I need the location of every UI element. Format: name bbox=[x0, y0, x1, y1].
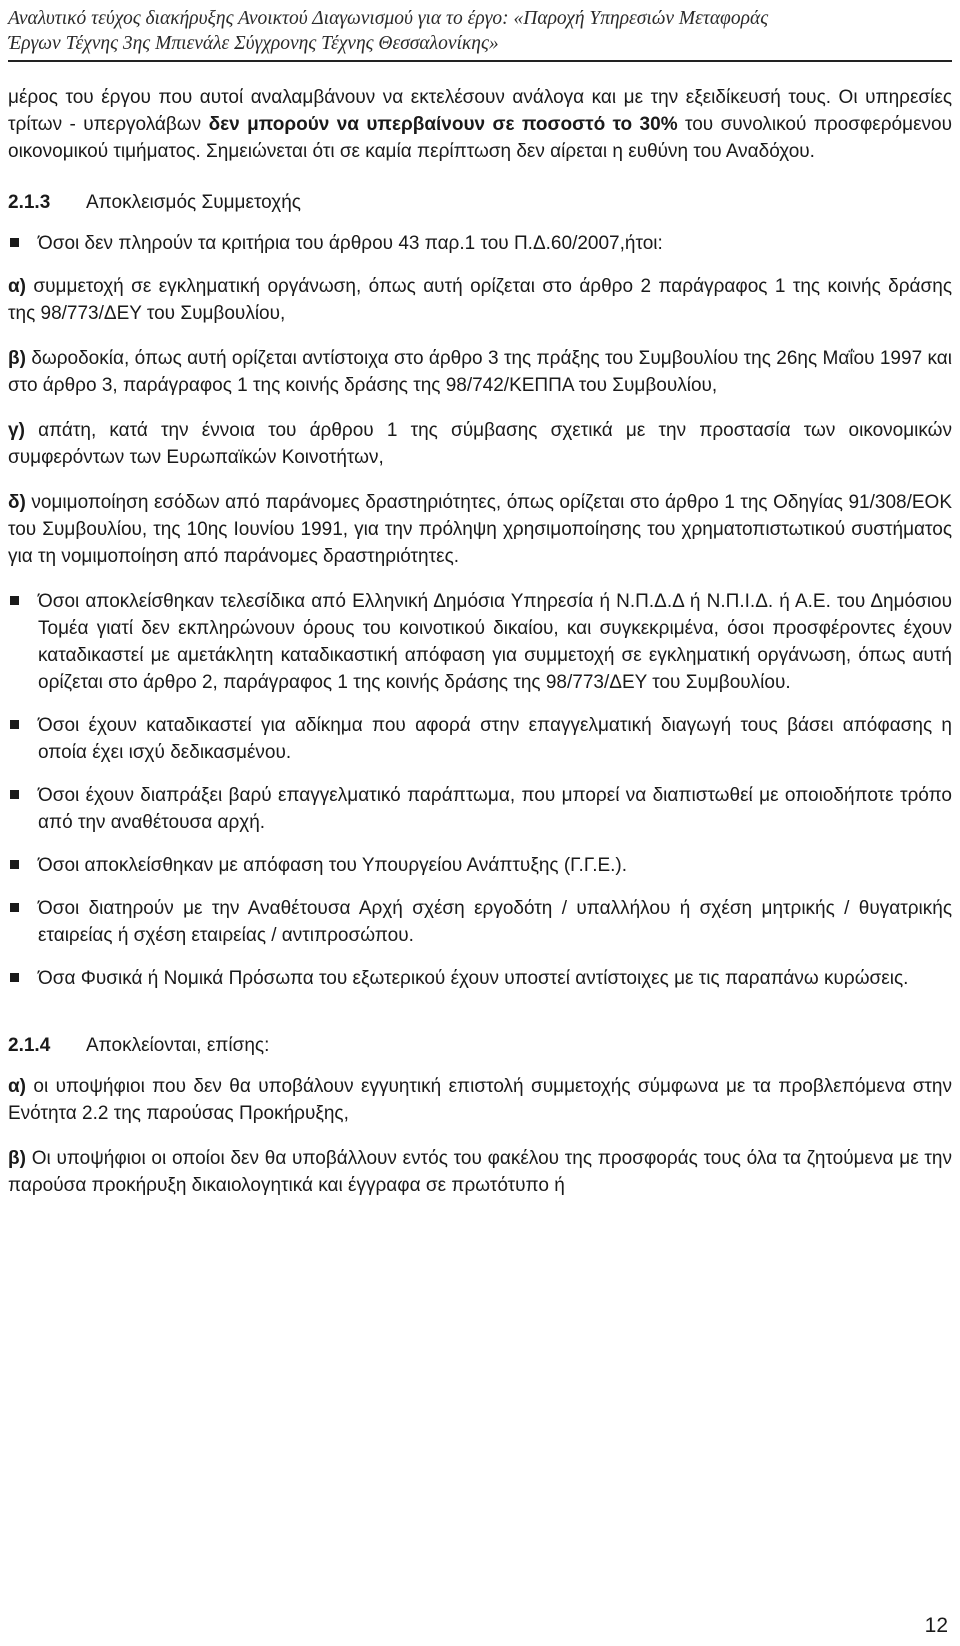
bullet-square-icon bbox=[10, 973, 19, 982]
item-label: δ) bbox=[8, 492, 26, 513]
intro-text-c: του συνολικού προσφερόμενου οικονομικού τιμήματος. Σημειώνεται ότι σε καμία περίπτωση δεν αίρεται η ευθύνη του Αναδόχου. bbox=[8, 114, 952, 162]
list-item-delta bbox=[8, 489, 952, 570]
item-text: οι υποψήφιοι που δεν θα υποβάλουν εγγυητική επιστολή συμμετοχής σύμφωνα με τα προβλεπόμενα στην Ενότητα 2.2 της παρούσας Προκήρυξης, bbox=[8, 1076, 952, 1124]
bullet-square-icon bbox=[10, 238, 19, 247]
bullet-item bbox=[8, 895, 952, 949]
section-heading-2-1-3 bbox=[8, 189, 952, 216]
bullet-square-icon bbox=[10, 903, 19, 912]
header-line-1: Αναλυτικό τεύχος διακήρυξης Ανοικτού Διαγωνισμού για το έργο: «Παροχή Υπηρεσιών Μεταφοράς bbox=[8, 8, 769, 29]
list-item-alpha bbox=[8, 273, 952, 327]
list-item-alpha bbox=[8, 1073, 952, 1127]
bullet-square-icon bbox=[10, 860, 19, 869]
intro-paragraph bbox=[8, 84, 952, 165]
bullet-item bbox=[8, 712, 952, 766]
document-body bbox=[8, 84, 952, 1217]
bullet-item bbox=[8, 230, 952, 257]
bullet-text: Όσοι αποκλείσθηκαν τελεσίδικα από Ελληνική Δημόσια Υπηρεσία ή Ν.Π.Δ.Δ ή Ν.Π.Ι.Δ. ή Α.Ε. του Δημόσιου Τομέα γιατί δεν εκπληρώνουν όρους του κοινοτικού δικαίου, και συγκεκριμένα, όσοι προσφέροντες έχουν καταδικαστεί με αμετάκλητη καταδικαστική απόφαση για συμμετοχή σε εγκληματική οργάνωση, όπως αυτή ορίζεται στο άρθρο 2, παράγραφος 1 της κοινής δράσης της 98/773/ΔΕΥ του Συμβουλίου. bbox=[38, 591, 952, 693]
header-rule bbox=[8, 60, 952, 62]
item-label: α) bbox=[8, 276, 27, 297]
item-label: β) bbox=[8, 1148, 26, 1169]
intro-text-bold: δεν μπορούν να υπερβαίνουν σε ποσοστό το 30% bbox=[208, 114, 678, 135]
bullet-square-icon bbox=[10, 790, 19, 799]
intro-text-a: μέρος του έργου που αυτοί αναλαμβάνουν να εκτελέσουν ανάλογα και με την εξειδίκευσή τους. Οι υπηρεσίες τρίτων - υπεργολάβων bbox=[8, 87, 952, 135]
header-line-2: Έργων Τέχνης 3ης Μπιενάλε Σύγχρονης Τέχνης Θεσσαλονίκης» bbox=[8, 33, 499, 54]
document-header bbox=[8, 6, 952, 56]
list-item-beta bbox=[8, 345, 952, 399]
bullet-item bbox=[8, 852, 952, 879]
item-text: νομιμοποίηση εσόδων από παράνομες δραστηριότητες, όπως ορίζεται στο άρθρο 1 της Οδηγίας 91/308/ΕΟΚ του Συμβουλίου, της 10ης Ιουνίου 1991, για την πρόληψη χρησιμοποίησης του χρηματοπιστωτικού συστήματος για τη νομιμοποίηση από παράνομες δραστηριότητες. bbox=[8, 492, 952, 567]
bullet-item bbox=[8, 782, 952, 836]
bullet-item bbox=[8, 965, 952, 992]
item-text: Οι υποψήφιοι οι οποίοι δεν θα υποβάλλουν εντός του φακέλου της προσφοράς τους όλα τα ζητούμενα με την παρούσα προκήρυξη δικαιολογητικά και έγγραφα σε πρωτότυπο ή bbox=[8, 1148, 952, 1196]
page-number: 12 bbox=[924, 1614, 948, 1637]
section-heading-2-1-4 bbox=[8, 1032, 952, 1059]
item-text: δωροδοκία, όπως αυτή ορίζεται αντίστοιχα στο άρθρο 3 της πράξης του Συμβουλίου της 26ης Μαΐου 1997 και στο άρθρο 3, παράγραφος 1 της κοινής δράσης της 98/742/ΚΕΠΠΑ του Συμβουλίου, bbox=[8, 348, 952, 396]
item-label: γ) bbox=[8, 420, 25, 441]
item-text: συμμετοχή σε εγκληματική οργάνωση, όπως αυτή ορίζεται στο άρθρο 2 παράγραφος 1 της κοινής δράσης της 98/773/ΔΕΥ του Συμβουλίου, bbox=[8, 276, 952, 324]
list-item-gamma bbox=[8, 417, 952, 471]
item-label: α) bbox=[8, 1076, 27, 1097]
list-item-beta bbox=[8, 1145, 952, 1199]
bullet-square-icon bbox=[10, 720, 19, 729]
bullet-text: Όσοι δεν πληρούν τα κριτήρια του άρθρου 43 παρ.1 του Π.Δ.60/2007,ήτοι: bbox=[38, 233, 663, 254]
bullet-square-icon bbox=[10, 596, 19, 605]
bullet-text: Όσοι διατηρούν με την Αναθέτουσα Αρχή σχέση εργοδότη / υπαλλήλου ή σχέση μητρικής / θυγατρικής εταιρείας ή σχέση εταιρείας / αντιπροσώπου. bbox=[38, 898, 952, 946]
section-number: 2.1.3 bbox=[8, 192, 51, 213]
bullet-text: Όσοι έχουν διαπράξει βαρύ επαγγελματικό παράπτωμα, που μπορεί να διαπιστωθεί με οποιοδήποτε τρόπο από την αναθέτουσα αρχή. bbox=[38, 785, 952, 833]
section-title: Αποκλείονται, επίσης: bbox=[86, 1035, 270, 1056]
item-text: απάτη, κατά την έννοια του άρθρου 1 της σύμβασης σχετικά με την προστασία των οικονομικών συμφερόντων των Ευρωπαϊκών Κοινοτήτων, bbox=[8, 420, 952, 468]
bullet-text: Όσοι αποκλείσθηκαν με απόφαση του Υπουργείου Ανάπτυξης (Γ.Γ.Ε.). bbox=[38, 855, 628, 876]
section-title: Αποκλεισμός Συμμετοχής bbox=[86, 192, 301, 213]
bullet-text: Όσα Φυσικά ή Νομικά Πρόσωπα του εξωτερικού έχουν υποστεί αντίστοιχες με τις παραπάνω κυρώσεις. bbox=[38, 968, 909, 989]
bullet-text: Όσοι έχουν καταδικαστεί για αδίκημα που αφορά στην επαγγελματική διαγωγή τους βάσει απόφασης η οποία έχει ισχύ δεδικασμένου. bbox=[38, 715, 952, 763]
bullet-item bbox=[8, 588, 952, 696]
item-label: β) bbox=[8, 348, 26, 369]
section-number: 2.1.4 bbox=[8, 1035, 51, 1056]
